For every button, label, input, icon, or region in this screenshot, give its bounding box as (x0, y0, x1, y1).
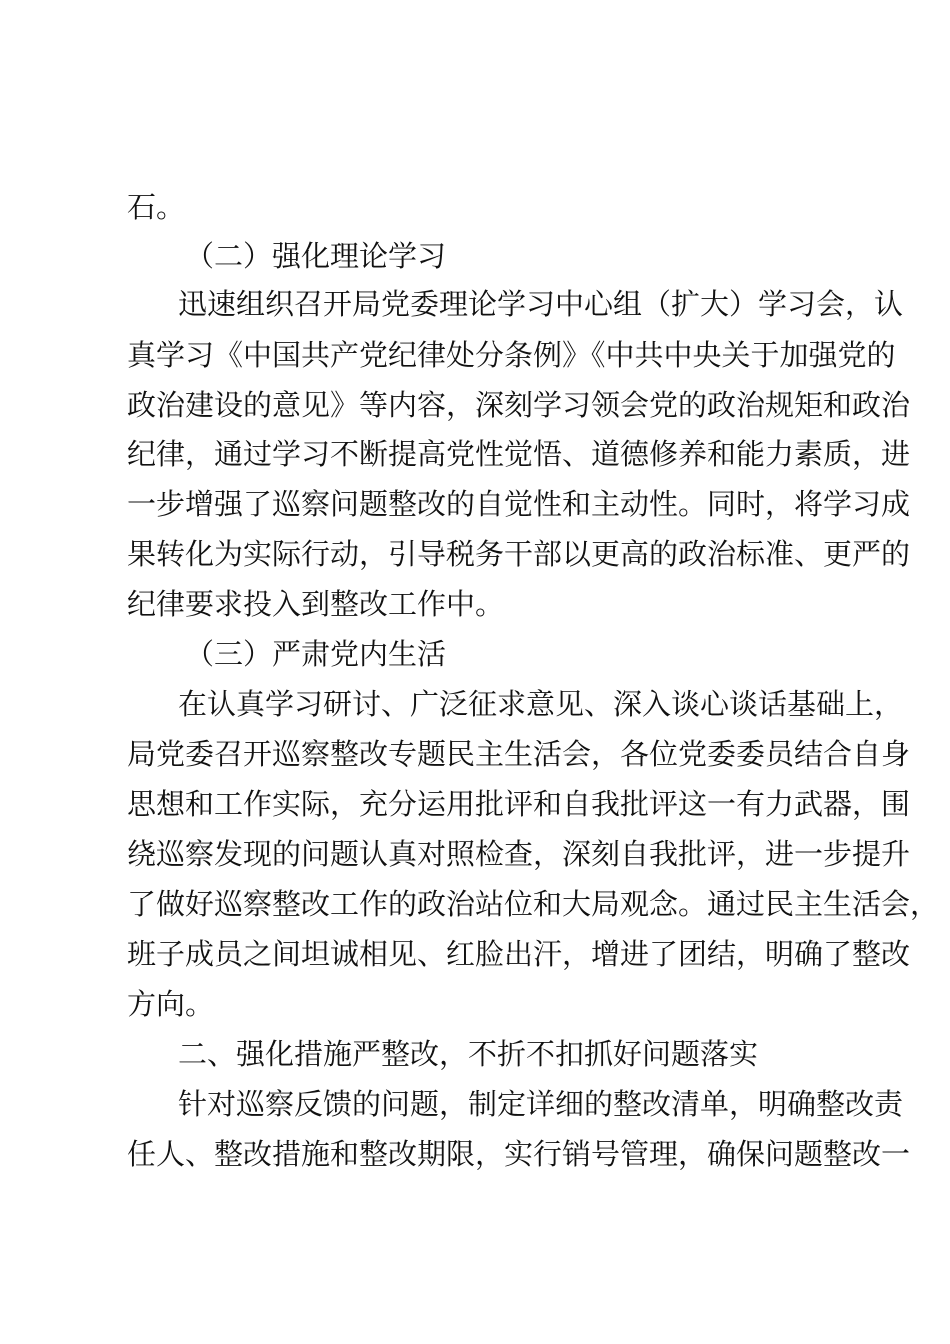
paragraph-first-line: 针对巡察反馈的问题，制定详细的整改清单，明确整改责 (178, 1087, 904, 1121)
text-line: 一步增强了巡察问题整改的自觉性和主动性。同时，将学习成 (127, 487, 911, 521)
text-line: 思想和工作实际，充分运用批评和自我批评这一有力武器，围 (127, 787, 911, 821)
text-line: 果转化为实际行动，引导税务干部以更高的政治标准、更严的 (127, 537, 911, 571)
text-line: 石。 (127, 190, 186, 224)
text-line: 方向。 (127, 987, 215, 1021)
section-heading: （二）强化理论学习 (185, 239, 447, 273)
text-line: 纪律要求投入到整改工作中。 (127, 587, 505, 621)
text-line: 纪律，通过学习不断提高党性觉悟、道德修养和能力素质，进 (127, 437, 911, 471)
major-heading: 二、强化措施严整改，不折不扣抓好问题落实 (178, 1037, 759, 1071)
paragraph-first-line: 迅速组织召开局党委理论学习中心组（扩大）学习会，认 (178, 287, 904, 321)
text-line: 任人、整改措施和整改期限，实行销号管理，确保问题整改一 (127, 1137, 911, 1171)
text-line: 了做好巡察整改工作的政治站位和大局观念。通过民主生活会， (127, 887, 940, 921)
text-line: 政治建设的意见》等内容，深刻学习领会党的政治规矩和政治 (127, 388, 911, 422)
text-line: 绕巡察发现的问题认真对照检查，深刻自我批评，进一步提升 (127, 837, 911, 871)
text-line: 班子成员之间坦诚相见、红脸出汗，增进了团结，明确了整改 (127, 937, 911, 971)
section-heading: （三）严肃党内生活 (185, 637, 447, 671)
paragraph-first-line: 在认真学习研讨、广泛征求意见、深入谈心谈话基础上， (178, 687, 904, 721)
text-line: 真学习《中国共产党纪律处分条例》《中共中央关于加强党的 (127, 338, 896, 372)
text-line: 局党委召开巡察整改专题民主生活会，各位党委委员结合自身 (127, 737, 911, 771)
